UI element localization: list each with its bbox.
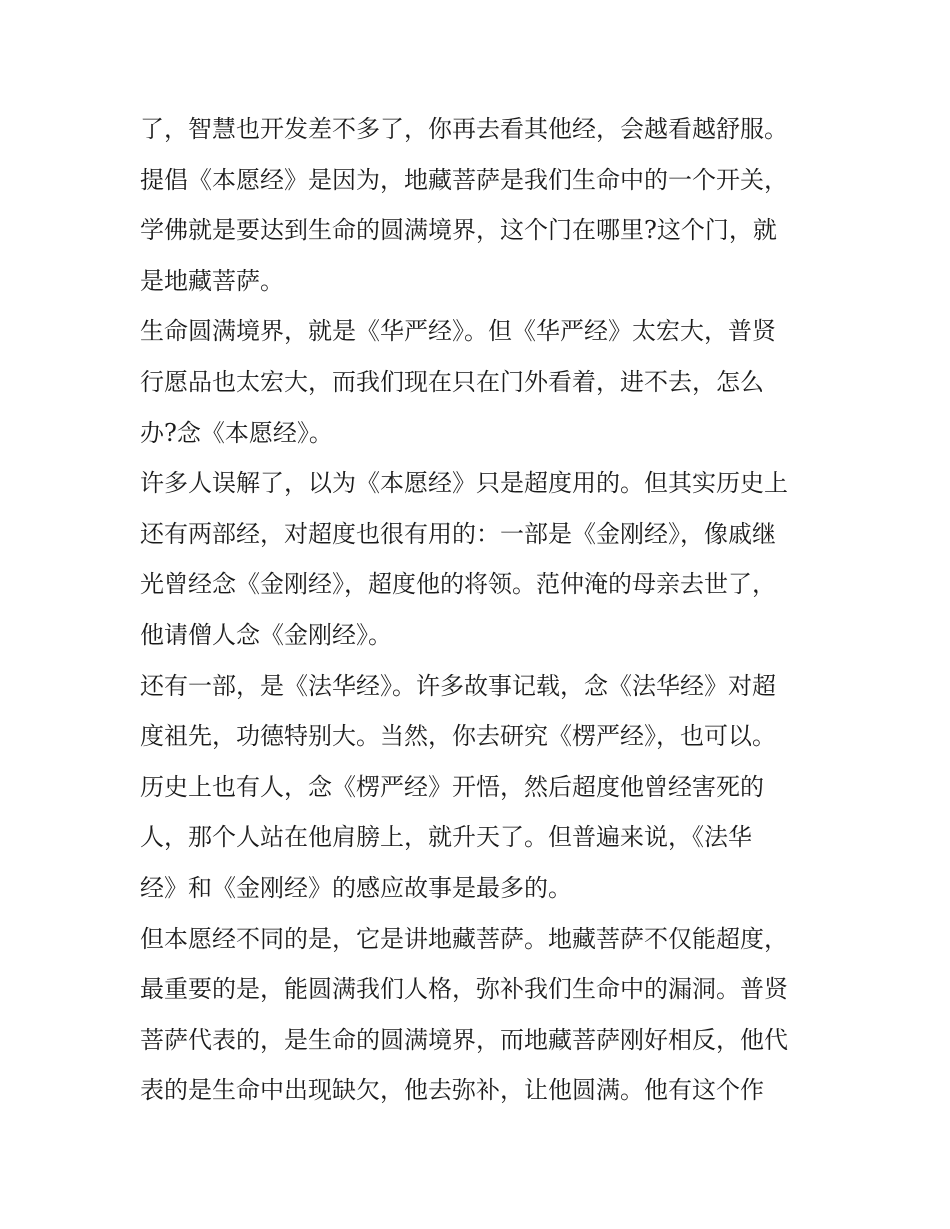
text-line: 他请僧人念《金刚经》。 bbox=[140, 620, 392, 649]
text-line: 还有一部，是《法华经》。许多故事记载，念《法华经》对超 bbox=[140, 671, 776, 700]
text-line: 人，那个人站在他肩膀上，就升天了。但普遍来说，《法华 bbox=[140, 823, 752, 852]
text-line: 历史上也有人，念《楞严经》开悟，然后超度他曾经害死的 bbox=[140, 772, 764, 801]
text-line: 学佛就是要达到生命的圆满境界，这个门在哪里?这个门，就 bbox=[140, 216, 777, 245]
text-line: 表的是生命中出现缺欠，他去弥补，让他圆满。他有这个作 bbox=[140, 1076, 764, 1105]
text-line: 光曾经念《金刚经》，超度他的将领。范仲淹的母亲去世了， bbox=[140, 570, 776, 599]
text-line: 许多人误解了，以为《本愿经》只是超度用的。但其实历史上 bbox=[140, 469, 788, 498]
text-line: 行愿品也太宏大，而我们现在只在门外看着，进不去，怎么 bbox=[140, 367, 764, 396]
text-line: 度祖先，功德特别大。当然，你去研究《楞严经》，也可以。 bbox=[140, 722, 776, 751]
text-line: 了，智慧也开发差不多了，你再去看其他经，会越看越舒服。 bbox=[140, 115, 788, 143]
text-line: 提倡《本愿经》是因为，地藏菩萨是我们生命中的一个开关， bbox=[140, 165, 788, 194]
text-line: 办?念《本愿经》。 bbox=[140, 418, 333, 447]
document-body bbox=[140, 104, 820, 1116]
text-line: 但本愿经不同的是，它是讲地藏菩萨。地藏菩萨不仅能超度， bbox=[140, 924, 788, 953]
text-line: 经》和《金刚经》的感应故事是最多的。 bbox=[140, 873, 572, 902]
text-line: 还有两部经，对超度也很有用的：一部是《金刚经》，像戚继 bbox=[140, 519, 776, 548]
text-line: 是地藏菩萨。 bbox=[140, 266, 284, 295]
text-line: 生命圆满境界，就是《华严经》。但《华严经》太宏大，普贤 bbox=[140, 317, 776, 346]
text-line: 最重要的是，能圆满我们人格，弥补我们生命中的漏洞。普贤 bbox=[140, 975, 788, 1004]
text-line: 菩萨代表的，是生命的圆满境界，而地藏菩萨刚好相反，他代 bbox=[140, 1025, 788, 1054]
